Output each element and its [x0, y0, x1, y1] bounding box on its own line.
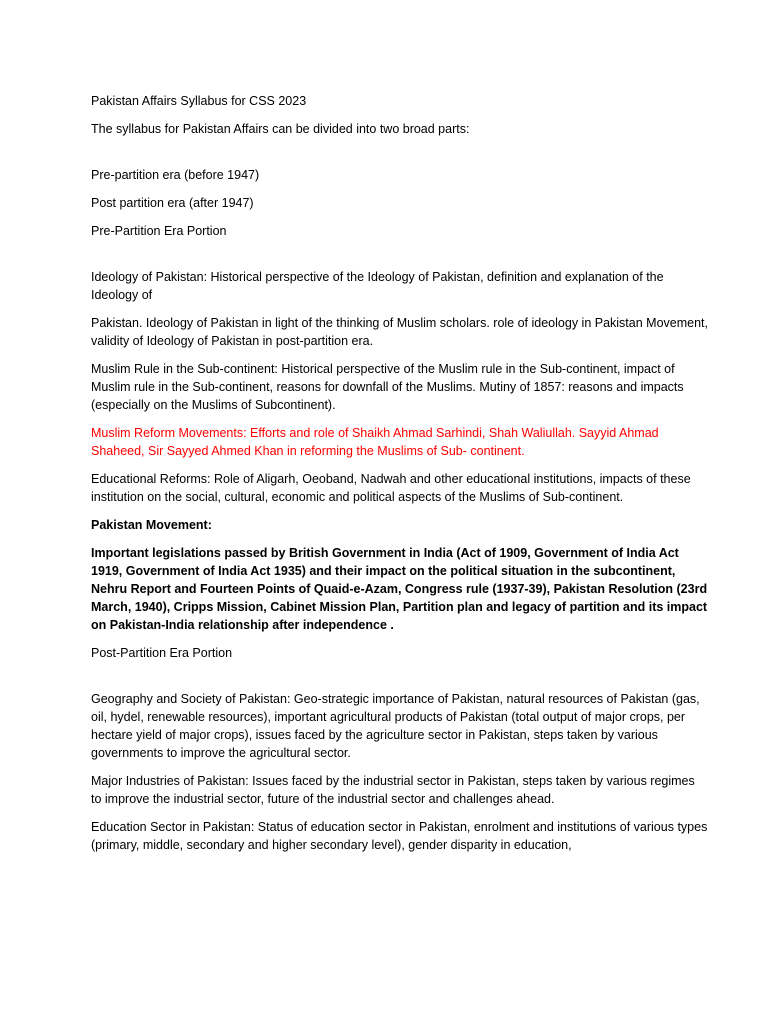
post-partition-heading: Post-Partition Era Portion — [91, 646, 233, 660]
pakistan-movement-paragraph: Important legislations passed by British Government in India (Act of 1909, Government of India Act 1919, Government of India Act 1935) and their impact on the political situation in the subcontinent, Nehru Report and Fourteen Points of Quaid-e-Azam, Congress rule (1937-39), Pakistan Resolution (23rd March, 1940), Cripps Mission, Cabinet Mission Plan, Partition plan and legacy of partition and its impact on Pakistan-India relationship after independence . — [91, 546, 708, 632]
educational-reforms-paragraph: Educational Reforms: Role of Aligarh, Oeoband, Nadwah and other educational institutions, impacts of these institution on the social, cultural, economic and political aspects of the Muslims of Sub-continent. — [91, 472, 691, 504]
intro-paragraph: The syllabus for Pakistan Affairs can be divided into two broad parts: — [91, 122, 470, 136]
ideology-paragraph-1: Ideology of Pakistan: Historical perspective of the Ideology of Pakistan, definition and explanation of the Ideology of — [91, 270, 664, 302]
education-sector-paragraph: Education Sector in Pakistan: Status of education sector in Pakistan, enrolment and institutions of various types (primary, middle, secondary and higher secondary level), gender disparity in education, — [91, 820, 708, 852]
part-item-pre-partition: Pre-partition era (before 1947) — [91, 168, 260, 182]
pakistan-movement-heading: Pakistan Movement: — [91, 518, 212, 532]
reform-movements-paragraph: Muslim Reform Movements: Efforts and role of Shaikh Ahmad Sarhindi, Shah Waliullah. Sayyid Ahmad Shaheed, Sir Sayyed Ahmed Khan in reforming the Muslims of Sub- continent. — [91, 426, 659, 458]
geography-paragraph: Geography and Society of Pakistan: Geo-strategic importance of Pakistan, natural resources of Pakistan (gas, oil, hydel, renewable resources), important agricultural products of Pakistan (total output of major crops, per hectare yield of major crops), issues faced by the agriculture sector in Pakistan, steps taken by various governments to improve the agricultural sector. — [91, 692, 700, 760]
industries-paragraph: Major Industries of Pakistan: Issues faced by the industrial sector in Pakistan, steps taken by various regimes to improve the industrial sector, future of the industrial sector and challenges ahead. — [91, 774, 695, 806]
muslim-rule-paragraph: Muslim Rule in the Sub-continent: Historical perspective of the Muslim rule in the Sub-continent, impact of Muslim rule in the Sub-continent, reasons for downfall of the Muslims. Mutiny of 1857: reasons and impacts (especially on the Muslims of Subcontinent). — [91, 362, 684, 412]
part-item-post-partition: Post partition era (after 1947) — [91, 196, 254, 210]
ideology-paragraph-2: Pakistan. Ideology of Pakistan in light of the thinking of Muslim scholars. role of ideology in Pakistan Movement, validity of Ideology of Pakistan in post-partition era. — [91, 316, 708, 348]
pre-partition-heading: Pre-Partition Era Portion — [91, 224, 227, 238]
document-title: Pakistan Affairs Syllabus for CSS 2023 — [91, 94, 307, 108]
